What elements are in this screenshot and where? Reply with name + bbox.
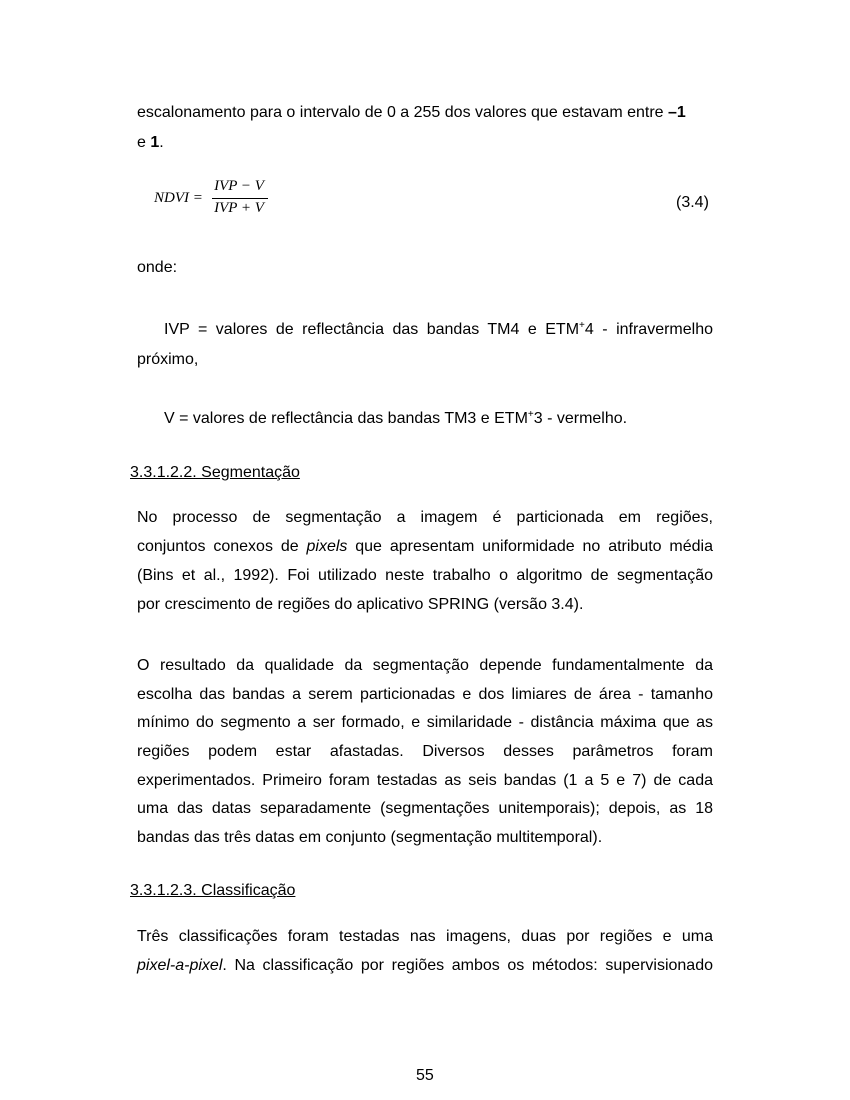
section-heading-classificacao: 3.3.1.2.3. Classificação [130, 882, 296, 899]
text-line: Três classificações foram testadas nas imagens, duas por regiões e uma [137, 928, 713, 945]
text-line: experimentados. Primeiro foram testadas as seis bandas (1 a 5 e 7) de cada [137, 772, 713, 789]
equation-denominator: IVP + V [214, 200, 264, 216]
text-line: pixel-a-pixel. Na classificação por regiões ambos os métodos: supervisionado [137, 957, 713, 974]
v-definition: V = valores de reflectância das bandas TM3 e ETM+3 - vermelho. [164, 409, 628, 427]
text-line: escolha das bandas a serem particionadas e dos limiares de área - tamanho [137, 686, 713, 703]
text-line: regiões podem estar afastadas. Diversos desses parâmetros foram [137, 743, 713, 760]
text-line: O resultado da qualidade da segmentação depende fundamentalmente da [137, 657, 713, 674]
text-line: escalonamento para o intervalo de 0 a 255 dos valores que estavam entre –1 [137, 104, 686, 121]
text-line: uma das datas separadamente (segmentações unitemporais); depois, as 18 [137, 800, 713, 817]
section-heading-segmentacao: 3.3.1.2.2. Segmentação [130, 464, 300, 481]
text-line: No processo de segmentação a imagem é particionada em regiões, [137, 509, 713, 526]
fraction-bar [212, 198, 268, 199]
text-line: próximo, [137, 351, 199, 368]
text-line: conjuntos conexos de pixels que apresentam uniformidade no atributo média [137, 538, 714, 555]
text-line: IVP = valores de reflectância das bandas TM4 e ETM+4 - infravermelho [164, 320, 714, 338]
equation-numerator: IVP − V [214, 178, 264, 194]
text-line: e 1. [137, 134, 164, 151]
text-line: mínimo do segmento a ser formado, e similaridade - distância máxima que as [137, 714, 713, 731]
equation-lhs: NDVI = [154, 190, 203, 206]
page-number: 55 [416, 1067, 434, 1084]
onde-label: onde: [137, 259, 178, 276]
text-line: por crescimento de regiões do aplicativo SPRING (versão 3.4). [137, 596, 584, 613]
text-line: bandas das três datas em conjunto (segmentação multitemporal). [137, 829, 603, 846]
text-line: (Bins et al., 1992). Foi utilizado neste trabalho o algoritmo de segmentação [137, 567, 713, 584]
equation-number: (3.4) [676, 194, 709, 211]
